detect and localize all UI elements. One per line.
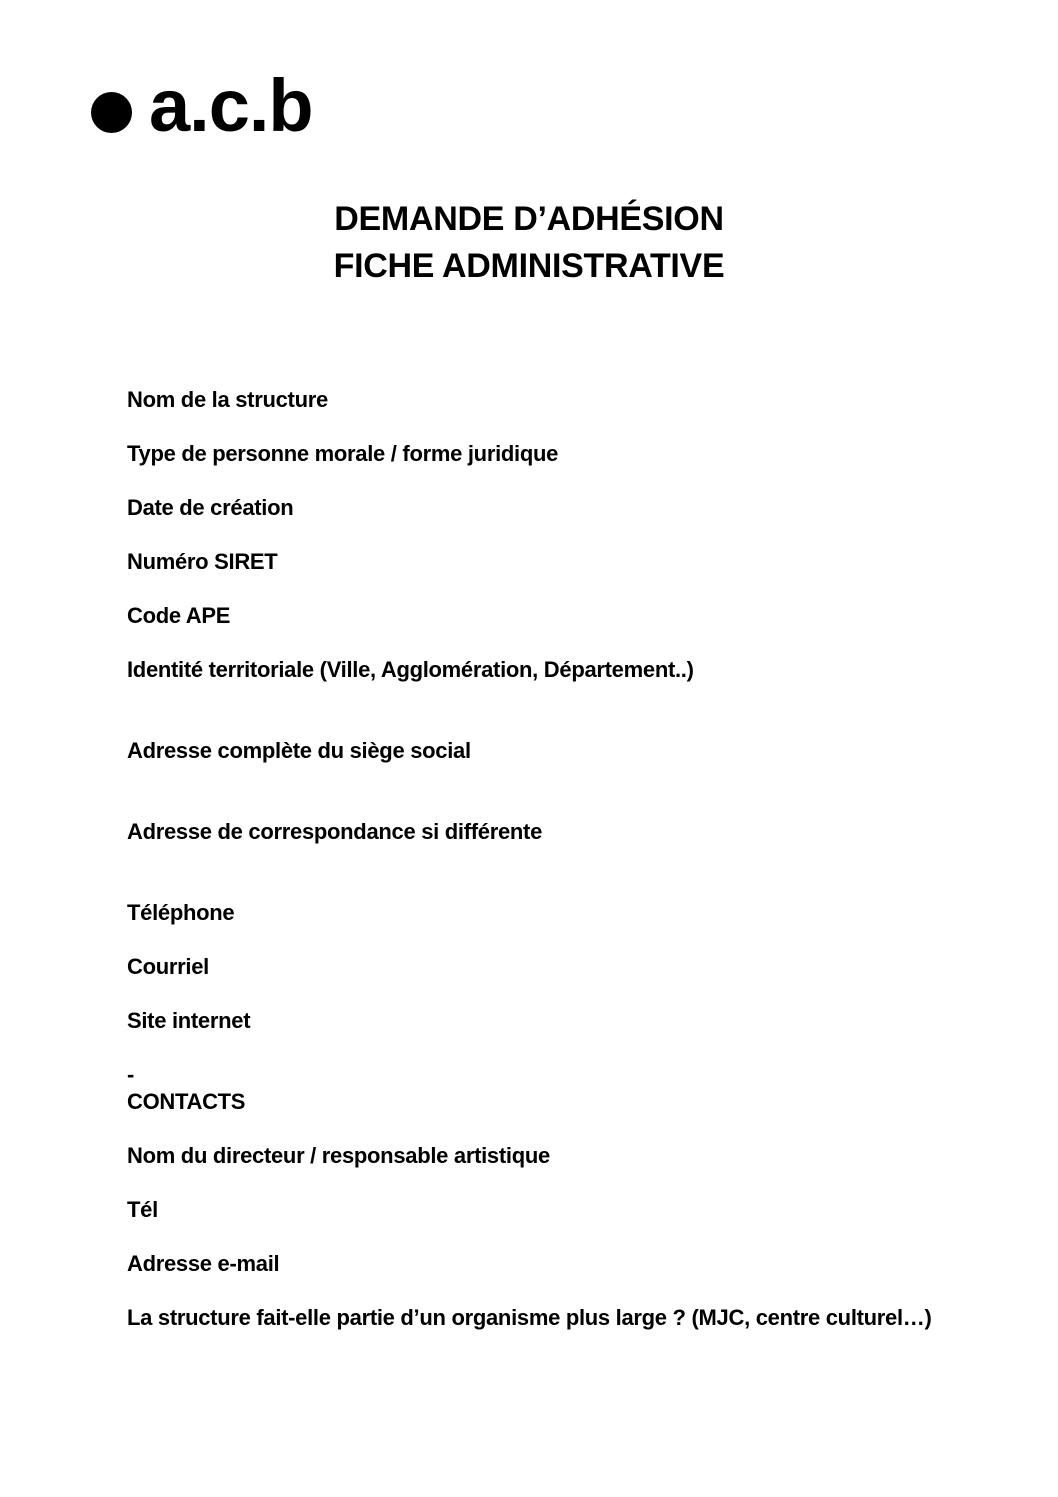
field-label-site-internet: Site internet bbox=[127, 1008, 251, 1033]
field-label-adresse-correspondance: Adresse de correspondance si différente bbox=[127, 819, 543, 844]
field-label-telephone: Téléphone bbox=[127, 900, 235, 925]
form-fields bbox=[127, 386, 1037, 1331]
field-label-structure-organisme: La structure fait-elle partie d’un organisme plus large ? (MJC, centre culturel…) bbox=[127, 1305, 932, 1330]
document-title bbox=[0, 196, 1058, 290]
logo bbox=[91, 64, 351, 149]
field-label-code-ape: Code APE bbox=[127, 603, 231, 628]
field-label-type-personne-morale: Type de personne morale / forme juridique bbox=[127, 441, 559, 466]
field-label-nom-directeur: Nom du directeur / responsable artistique bbox=[127, 1143, 550, 1168]
field-label-adresse-email: Adresse e-mail bbox=[127, 1251, 280, 1276]
logo-text: a.c.b bbox=[149, 64, 313, 147]
section-divider-dash: - bbox=[127, 1062, 135, 1087]
field-label-identite-territoriale: Identité territoriale (Ville, Agglomération, Département..) bbox=[127, 657, 694, 682]
logo-dot-icon bbox=[91, 92, 132, 133]
field-label-adresse-siege-social: Adresse complète du siège social bbox=[127, 738, 471, 763]
field-label-numero-siret: Numéro SIRET bbox=[127, 549, 278, 574]
field-label-date-creation: Date de création bbox=[127, 495, 294, 520]
field-label-nom-structure: Nom de la structure bbox=[127, 387, 328, 412]
title-line-1: DEMANDE D’ADHÉSION bbox=[334, 200, 724, 238]
title-line-2: FICHE ADMINISTRATIVE bbox=[333, 247, 725, 285]
field-label-courriel: Courriel bbox=[127, 954, 209, 979]
section-heading-contacts: CONTACTS bbox=[127, 1089, 246, 1114]
field-label-tel: Tél bbox=[127, 1197, 158, 1222]
